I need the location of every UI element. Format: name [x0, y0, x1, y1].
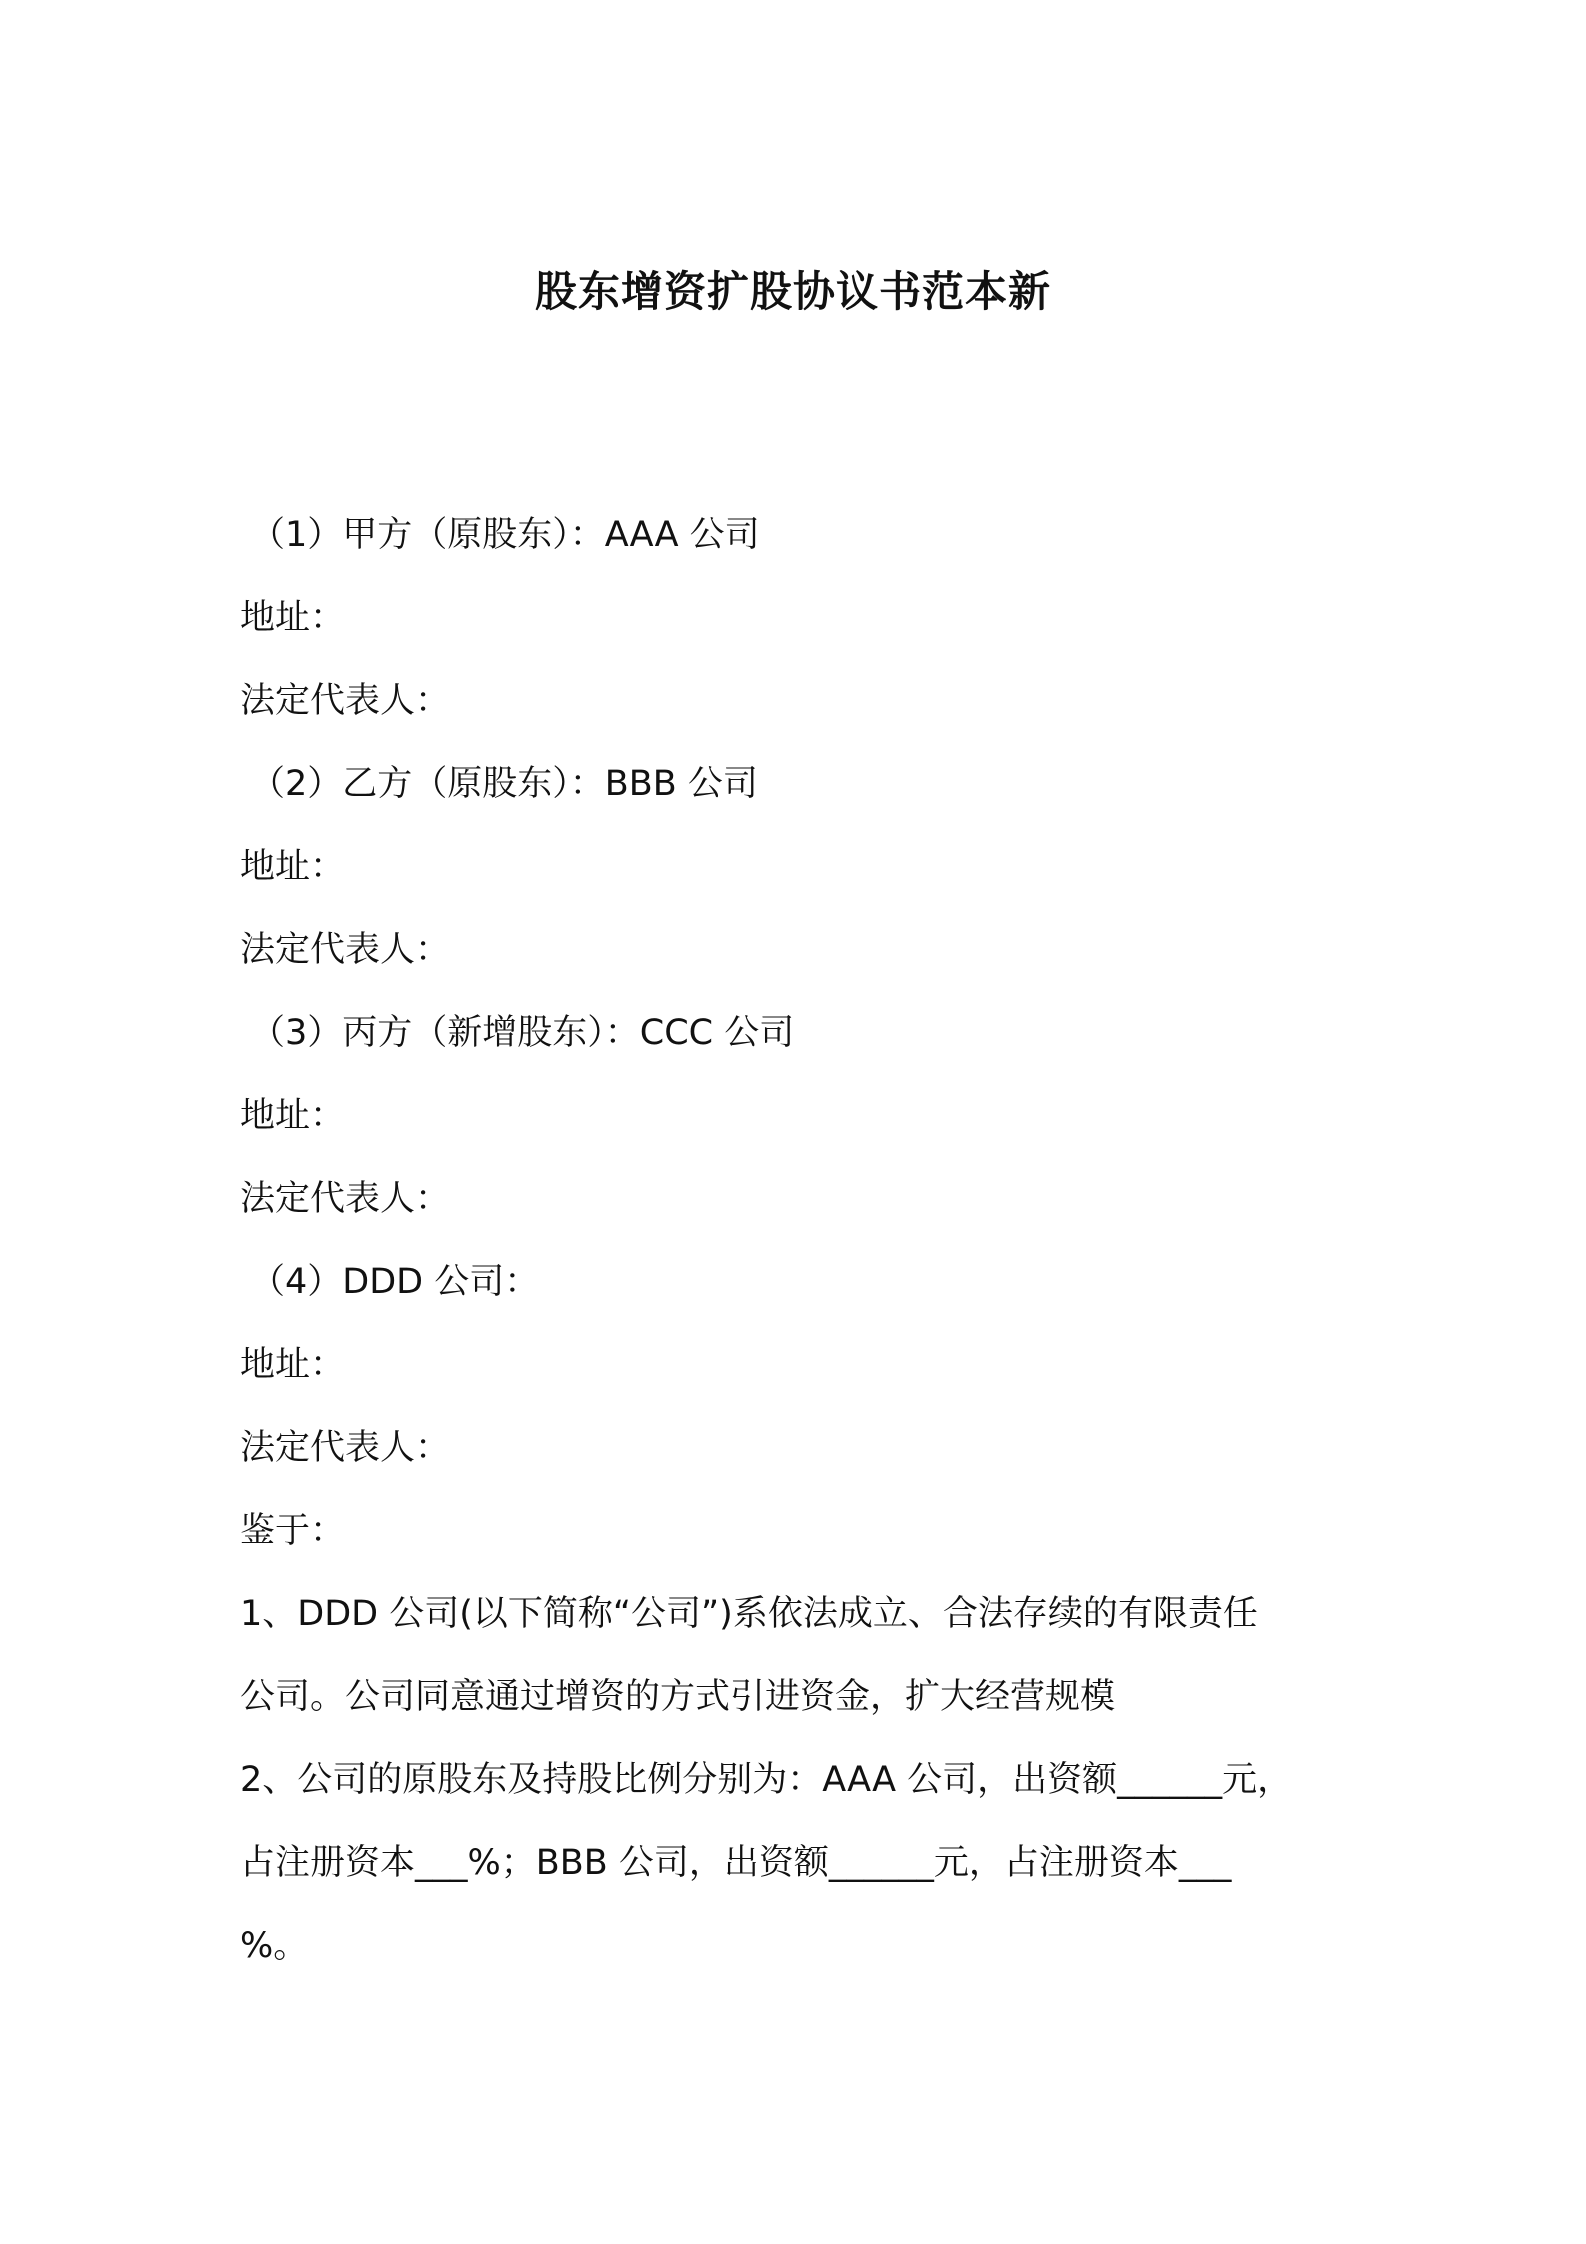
party-b-representative-label: 法定代表人： [240, 930, 451, 970]
clause-2-line-3: %。 [240, 1926, 309, 1966]
party-d-address-label: 地址： [240, 1345, 346, 1385]
party-c-address-label: 地址： [240, 1096, 346, 1136]
party-c-representative-label: 法定代表人： [240, 1179, 451, 1219]
clause-2-line-1: 2、公司的原股东及持股比例分别为：AAA 公司，出资额______元， [240, 1760, 1293, 1800]
whereas-heading: 鉴于： [240, 1511, 346, 1551]
clause-1-line-1: 1、DDD 公司(以下简称“公司”)系依法成立、合法存续的有限责任 [240, 1594, 1258, 1634]
party-a-representative-label: 法定代表人： [240, 681, 451, 721]
document-title: 股东增资扩股协议书范本新 [534, 267, 1051, 316]
clause-2-line-2: 占注册资本___%；BBB 公司，出资额______元，占注册资本___ [240, 1843, 1232, 1883]
party-b-address-label: 地址： [240, 847, 346, 887]
party-d-representative-label: 法定代表人： [240, 1428, 451, 1468]
party-c-heading: （3）丙方（新增股东）：CCC 公司 [250, 1013, 795, 1053]
party-b-heading: （2）乙方（原股东）：BBB 公司 [250, 764, 758, 804]
clause-1-line-2: 公司。公司同意通过增资的方式引进资金，扩大经营规模 [240, 1677, 1116, 1717]
party-a-address-label: 地址： [240, 598, 346, 638]
party-d-heading: （4）DDD 公司： [250, 1262, 540, 1302]
document-body [240, 494, 1360, 1988]
party-a-heading: （1）甲方（原股东）：AAA 公司 [250, 515, 760, 555]
